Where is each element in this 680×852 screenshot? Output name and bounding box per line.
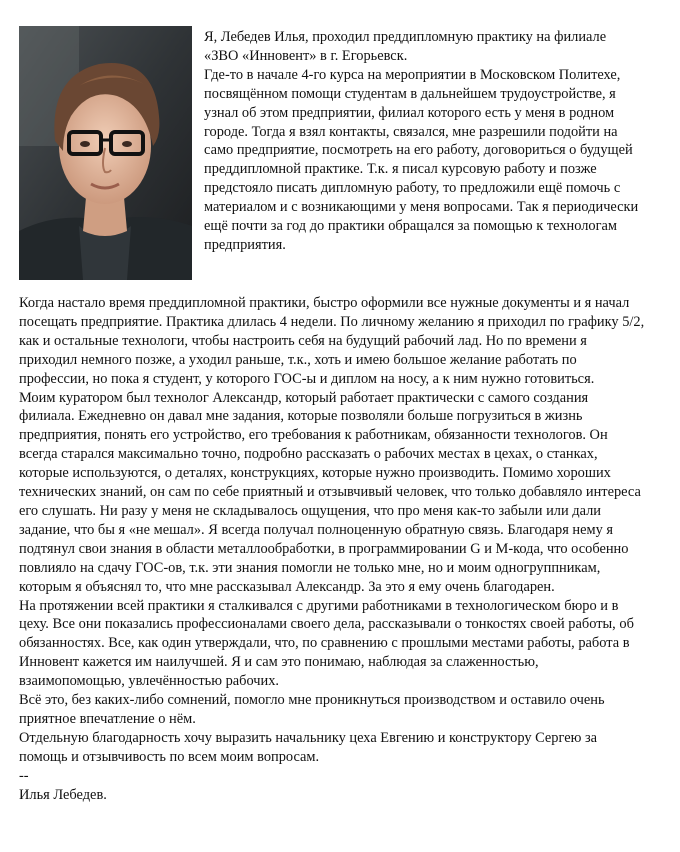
paragraph-colleagues: На протяжении всей практики я сталкивался с другими работниками в технологическом бюро и в цеху. Все они показались профессионалами своего дела, рассказывали о тонкостях своей работы, об обязанностях. Все, как один утверждали, что, по сравнению с прошлыми местами работы, работа в Инновент кажется им наилучшей. Я и сам это понимаю, наблюдая за слаженностью, взаимопомощью, увлечённостью рабочих. <box>19 597 634 690</box>
intro-paragraph-1: Я, Лебедев Илья, проходил преддипломную практику на филиале «ЗВО «Инновент» в г. Егорьевск. <box>204 29 607 64</box>
portrait-image <box>19 26 192 280</box>
paragraph-conclusion: Всё это, без каких-либо сомнений, помогло мне проникнуться производством и оставило очень приятное впечатление о нём. <box>19 692 605 727</box>
intro-paragraph-2: Где-то в начале 4-го курса на мероприятии в Московском Политехе, посвящённом помощи студентам в дальнейшем трудоустройстве, я узнал об этом предприятии, филиал которого есть у меня в родном городе. Тогда я взял контакты, связался, мне разрешили подойти на само предприятие, посмотреть на его работу, договориться о будущей преддипломной практике. Т.к. я писал курсовую работу и позже предстояло писать дипломную работу, то предложили ещё помочь с материалом и с возникающими у меня вопросами. Так я периодически ещё почти за год до практики обращался за помощью к технологам предприятия. <box>204 66 639 253</box>
paragraph-curator: Моим куратором был технолог Александр, который работает практически с самого создания филиала. Ежедневно он давал мне задания, которые позволяли больше погрузиться в жизнь предприятия, понять его устройство, его требования к работникам, обязанности технологов. Он всегда старался максимально точно, подробно рассказать о рабочих местах в цехах, о станках, которые используются, о деталях, конструкциях, которые нужно производить. Помимо хороших технических знаний, он сам по себе приятный и отзывчивый человек, что только добавляло интереса его слушать. Ни разу у меня не складывалось ощущения, что про меня как-то забыли или дали задание, что бы я «не мешал». Я всегда получал полноценную обратную связь. Благодаря нему я подтянул свои знания в области металлообработки, в программировании G и M-кода, что особенно повлияло на сдачу ГОС-ов, т.к. эти знания помогли не только мне, но и моим одногруппникам, которым я объяснял то, что мне рассказывал Александр. За это я ему очень благодарен. <box>19 389 641 595</box>
intro-text <box>204 28 644 255</box>
paragraph-practice-start: Когда настало время преддипломной практики, быстро оформили все нужные документы и я начал посещать предприятие. Практика длилась 4 недели. По личному желанию я приходил по графику 5/2, как и остальные технологи, чтобы настроить себя на будущий рабочий лад. Но по времени я приходил немного позже, а уходил раньше, т.к., хоть и имею большое желание работать по профессии, но пока я студент, у которого ГОС-ы и диплом на носу, а к ним нужно готовиться. <box>19 295 645 387</box>
paragraph-thanks: Отдельную благодарность хочу выразить начальнику цеха Евгению и конструктору Сергею за помощь и отзывчивость по всем моим вопросам. <box>19 729 598 765</box>
author-photo <box>19 26 192 280</box>
separator: -- <box>19 767 29 784</box>
signature: Илья Лебедев. <box>19 786 107 803</box>
body-text <box>19 294 647 804</box>
